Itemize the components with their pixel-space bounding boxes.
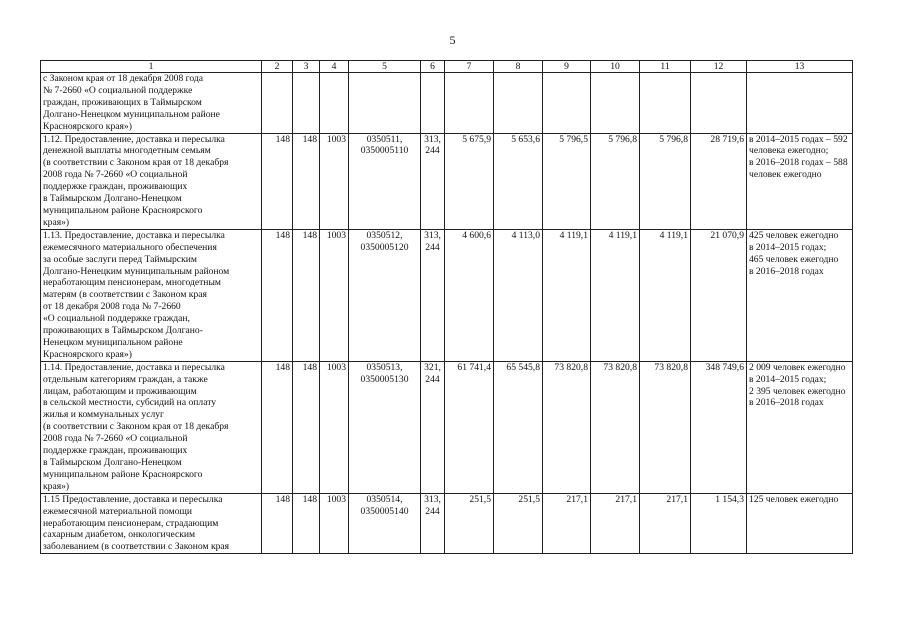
column-header: 9 <box>543 61 591 73</box>
table-cell: 5 796,8 <box>640 133 691 229</box>
table-cell: 1003 <box>320 133 349 229</box>
column-header: 7 <box>445 61 494 73</box>
page-number: 5 <box>449 33 456 47</box>
table-cell <box>293 73 320 134</box>
table-cell: 217,1 <box>591 493 640 554</box>
table-cell <box>691 73 747 134</box>
table-cell <box>494 73 543 134</box>
table-cell: 313, 244 <box>421 229 445 361</box>
table-cell: 5 653,6 <box>494 133 543 229</box>
table-cell: 73 820,8 <box>543 361 591 493</box>
table-cell: 348 749,6 <box>691 361 747 493</box>
table-cell: 5 675,9 <box>445 133 494 229</box>
table-cell <box>543 73 591 134</box>
table-cell: 73 820,8 <box>591 361 640 493</box>
column-header: 4 <box>320 61 349 73</box>
table-cell: 148 <box>262 361 293 493</box>
table-cell: 251,5 <box>445 493 494 554</box>
description-cell: 1.13. Предоставление, доставка и пересылка ежемесячного материального обеспечения за особые заслуги перед Таймырским Долгано-Ненецким муниципальным районом неработающим пенсионерам, многодетным матерям (в соответствии с Законом края от 18 декабря 2008 года № 7-2660 «О социальной поддержке граждан, проживающих в Таймырском Долгано- Ненецком муниципальном районе Красноярского края») <box>41 229 262 361</box>
table-cell: 148 <box>262 229 293 361</box>
table-row <box>41 229 853 361</box>
column-header: 13 <box>747 61 853 73</box>
table-cell: 1003 <box>320 493 349 554</box>
note-cell: в 2014–2015 годах – 592 человека ежегодно; в 2016–2018 годах – 588 человек ежегодно <box>747 133 853 229</box>
table-row <box>41 133 853 229</box>
column-header: 3 <box>293 61 320 73</box>
table-cell: 1 154,3 <box>691 493 747 554</box>
table-cell: 1003 <box>320 229 349 361</box>
column-header: 10 <box>591 61 640 73</box>
column-header: 6 <box>421 61 445 73</box>
table-cell: 61 741,4 <box>445 361 494 493</box>
table-cell <box>591 73 640 134</box>
table-cell: 0350511, 0350005110 <box>349 133 421 229</box>
table-cell: 313, 244 <box>421 493 445 554</box>
table-cell: 148 <box>262 133 293 229</box>
table-row <box>41 361 853 493</box>
column-header: 11 <box>640 61 691 73</box>
table-cell: 5 796,8 <box>591 133 640 229</box>
table-cell: 4 119,1 <box>543 229 591 361</box>
table-cell: 251,5 <box>494 493 543 554</box>
header-row <box>41 61 853 73</box>
budget-table <box>40 60 853 554</box>
column-header: 8 <box>494 61 543 73</box>
table-cell: 73 820,8 <box>640 361 691 493</box>
description-cell: 1.14. Предоставление, доставка и пересылка отдельным категориям граждан, а также лицам, работающим и проживающим в сельской местности, субсидий на оплату жилья и коммунальных услуг (в соответствии с Законом края от 18 декабря 2008 года № 7-2660 «О социальной поддержке граждан, проживающих в Таймырском Долгано-Ненецком муниципальном районе Красноярского края») <box>41 361 262 493</box>
table-cell: 217,1 <box>543 493 591 554</box>
table-row <box>41 73 853 134</box>
column-header: 12 <box>691 61 747 73</box>
table-cell: 28 719,6 <box>691 133 747 229</box>
column-header: 2 <box>262 61 293 73</box>
description-cell: 1.15 Предоставление, доставка и пересылка ежемесячной материальной помощи неработающим пенсионерам, страдающим сахарным диабетом, онкологическим заболеванием (в соответствии с Законом края <box>41 493 262 554</box>
table-cell <box>349 73 421 134</box>
table-cell: 1003 <box>320 361 349 493</box>
table-cell: 148 <box>293 229 320 361</box>
table-cell: 4 113,0 <box>494 229 543 361</box>
table-cell <box>445 73 494 134</box>
description-cell: 1.12. Предоставление, доставка и пересылка денежной выплаты многодетным семьям (в соответствии с Законом края от 18 декабря 2008 года № 7-2660 «О социальной поддержке граждан, проживающих в Таймырском Долгано-Ненецком муниципальном районе Красноярского края») <box>41 133 262 229</box>
table-cell: 0350512, 0350005120 <box>349 229 421 361</box>
table-cell: 0350513, 0350005130 <box>349 361 421 493</box>
table-cell: 148 <box>293 361 320 493</box>
table-cell: 4 600,6 <box>445 229 494 361</box>
table-cell: 4 119,1 <box>591 229 640 361</box>
table-cell: 5 796,5 <box>543 133 591 229</box>
column-header: 1 <box>41 61 262 73</box>
table-cell: 321, 244 <box>421 361 445 493</box>
table-cell: 148 <box>293 493 320 554</box>
table-cell: 65 545,8 <box>494 361 543 493</box>
table-cell <box>320 73 349 134</box>
table-cell: 148 <box>293 133 320 229</box>
table-row <box>41 493 853 554</box>
note-cell: 425 человек ежегодно в 2014–2015 годах; 465 человек ежегодно в 2016–2018 годах <box>747 229 853 361</box>
note-cell <box>747 73 853 134</box>
table-cell: 4 119,1 <box>640 229 691 361</box>
column-header: 5 <box>349 61 421 73</box>
table-cell <box>421 73 445 134</box>
table-cell: 313, 244 <box>421 133 445 229</box>
note-cell: 2 009 человек ежегодно в 2014–2015 годах; 2 395 человек ежегодно в 2016–2018 годах <box>747 361 853 493</box>
table-cell <box>262 73 293 134</box>
table-cell: 217,1 <box>640 493 691 554</box>
note-cell: 125 человек ежегодно <box>747 493 853 554</box>
table-cell: 0350514, 0350005140 <box>349 493 421 554</box>
table-cell <box>640 73 691 134</box>
table-cell: 148 <box>262 493 293 554</box>
description-cell: с Законом края от 18 декабря 2008 года № 7-2660 «О социальной поддержке граждан, проживающих в Таймырском Долгано-Ненецком муниципальном районе Красноярского края») <box>41 73 262 134</box>
table-cell: 21 070,9 <box>691 229 747 361</box>
